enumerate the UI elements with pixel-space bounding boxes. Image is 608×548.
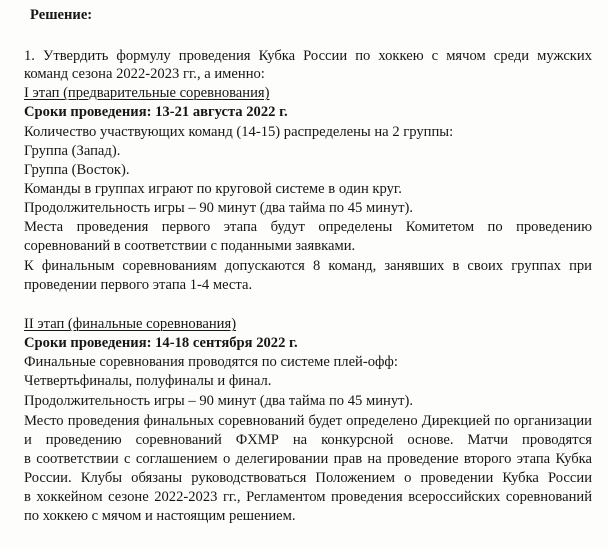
stage-1-line: Группа (Запад). bbox=[24, 143, 121, 159]
stage-2-line: в соответствии с соглашением о делегировании прав на проведение второго этапа Кубка bbox=[24, 451, 592, 467]
stage-2-dates: Сроки проведения: 14-18 сентября 2022 г. bbox=[24, 335, 298, 351]
item-1-text-line-1: 1. Утвердить формулу проведения Кубка России по хоккею с мячом среди мужских bbox=[24, 48, 592, 64]
stage-1-title: I этап (предварительные соревнования) bbox=[24, 85, 270, 101]
stage-1-line: Команды в группах играют по круговой системе в один круг. bbox=[24, 181, 402, 197]
stage-1-line: Количество участвующих команд (14-15) распределены на 2 группы: bbox=[24, 124, 454, 140]
stage-2-line: Четвертьфиналы, полуфиналы и финал. bbox=[24, 373, 272, 389]
stage-2-title: II этап (финальные соревнования) bbox=[24, 316, 237, 332]
stage-2-line: Продолжительность игры – 90 минут (два тайма по 45 минут). bbox=[24, 393, 414, 409]
stage-2-line: Место проведения финальных соревнований будет определено Дирекцией по организации bbox=[24, 413, 592, 429]
stage-1-line: проведении первого этапа 1-4 места. bbox=[24, 277, 253, 293]
stage-2-line: России. Клубы обязаны руководствоваться Положением о проведении Кубка России bbox=[24, 470, 592, 486]
stage-2-line: в хоккейном сезоне 2022-2023 гг., Регламентом проведения всероссийских соревнований bbox=[24, 489, 592, 505]
item-1-text-line-2: команд сезона 2022-2023 гг., а именно: bbox=[24, 66, 265, 82]
stage-2-line: и проведению соревнований ФХМР на конкурсной основе. Матчи проводятся bbox=[24, 432, 592, 448]
stage-2-line: Финальные соревнования проводятся по системе плей-офф: bbox=[24, 354, 398, 370]
stage-1-line: Места проведения первого этапа будут определены Комитетом по проведению bbox=[24, 219, 592, 235]
stage-1-dates: Сроки проведения: 13-21 августа 2022 г. bbox=[24, 104, 288, 120]
stage-1-line: Продолжительность игры – 90 минут (два тайма по 45 минут). bbox=[24, 200, 414, 216]
stage-1-line: соревнований в соответствии с поданными заявками. bbox=[24, 238, 356, 254]
stage-1-line: К финальным соревнованиям допускаются 8 команд, занявших в своих группах при bbox=[24, 258, 592, 274]
stage-2-line: по хоккею с мячом и настоящим решением. bbox=[24, 508, 296, 524]
section-heading: Решение: bbox=[30, 7, 93, 23]
stage-1-line: Группа (Восток). bbox=[24, 162, 130, 178]
